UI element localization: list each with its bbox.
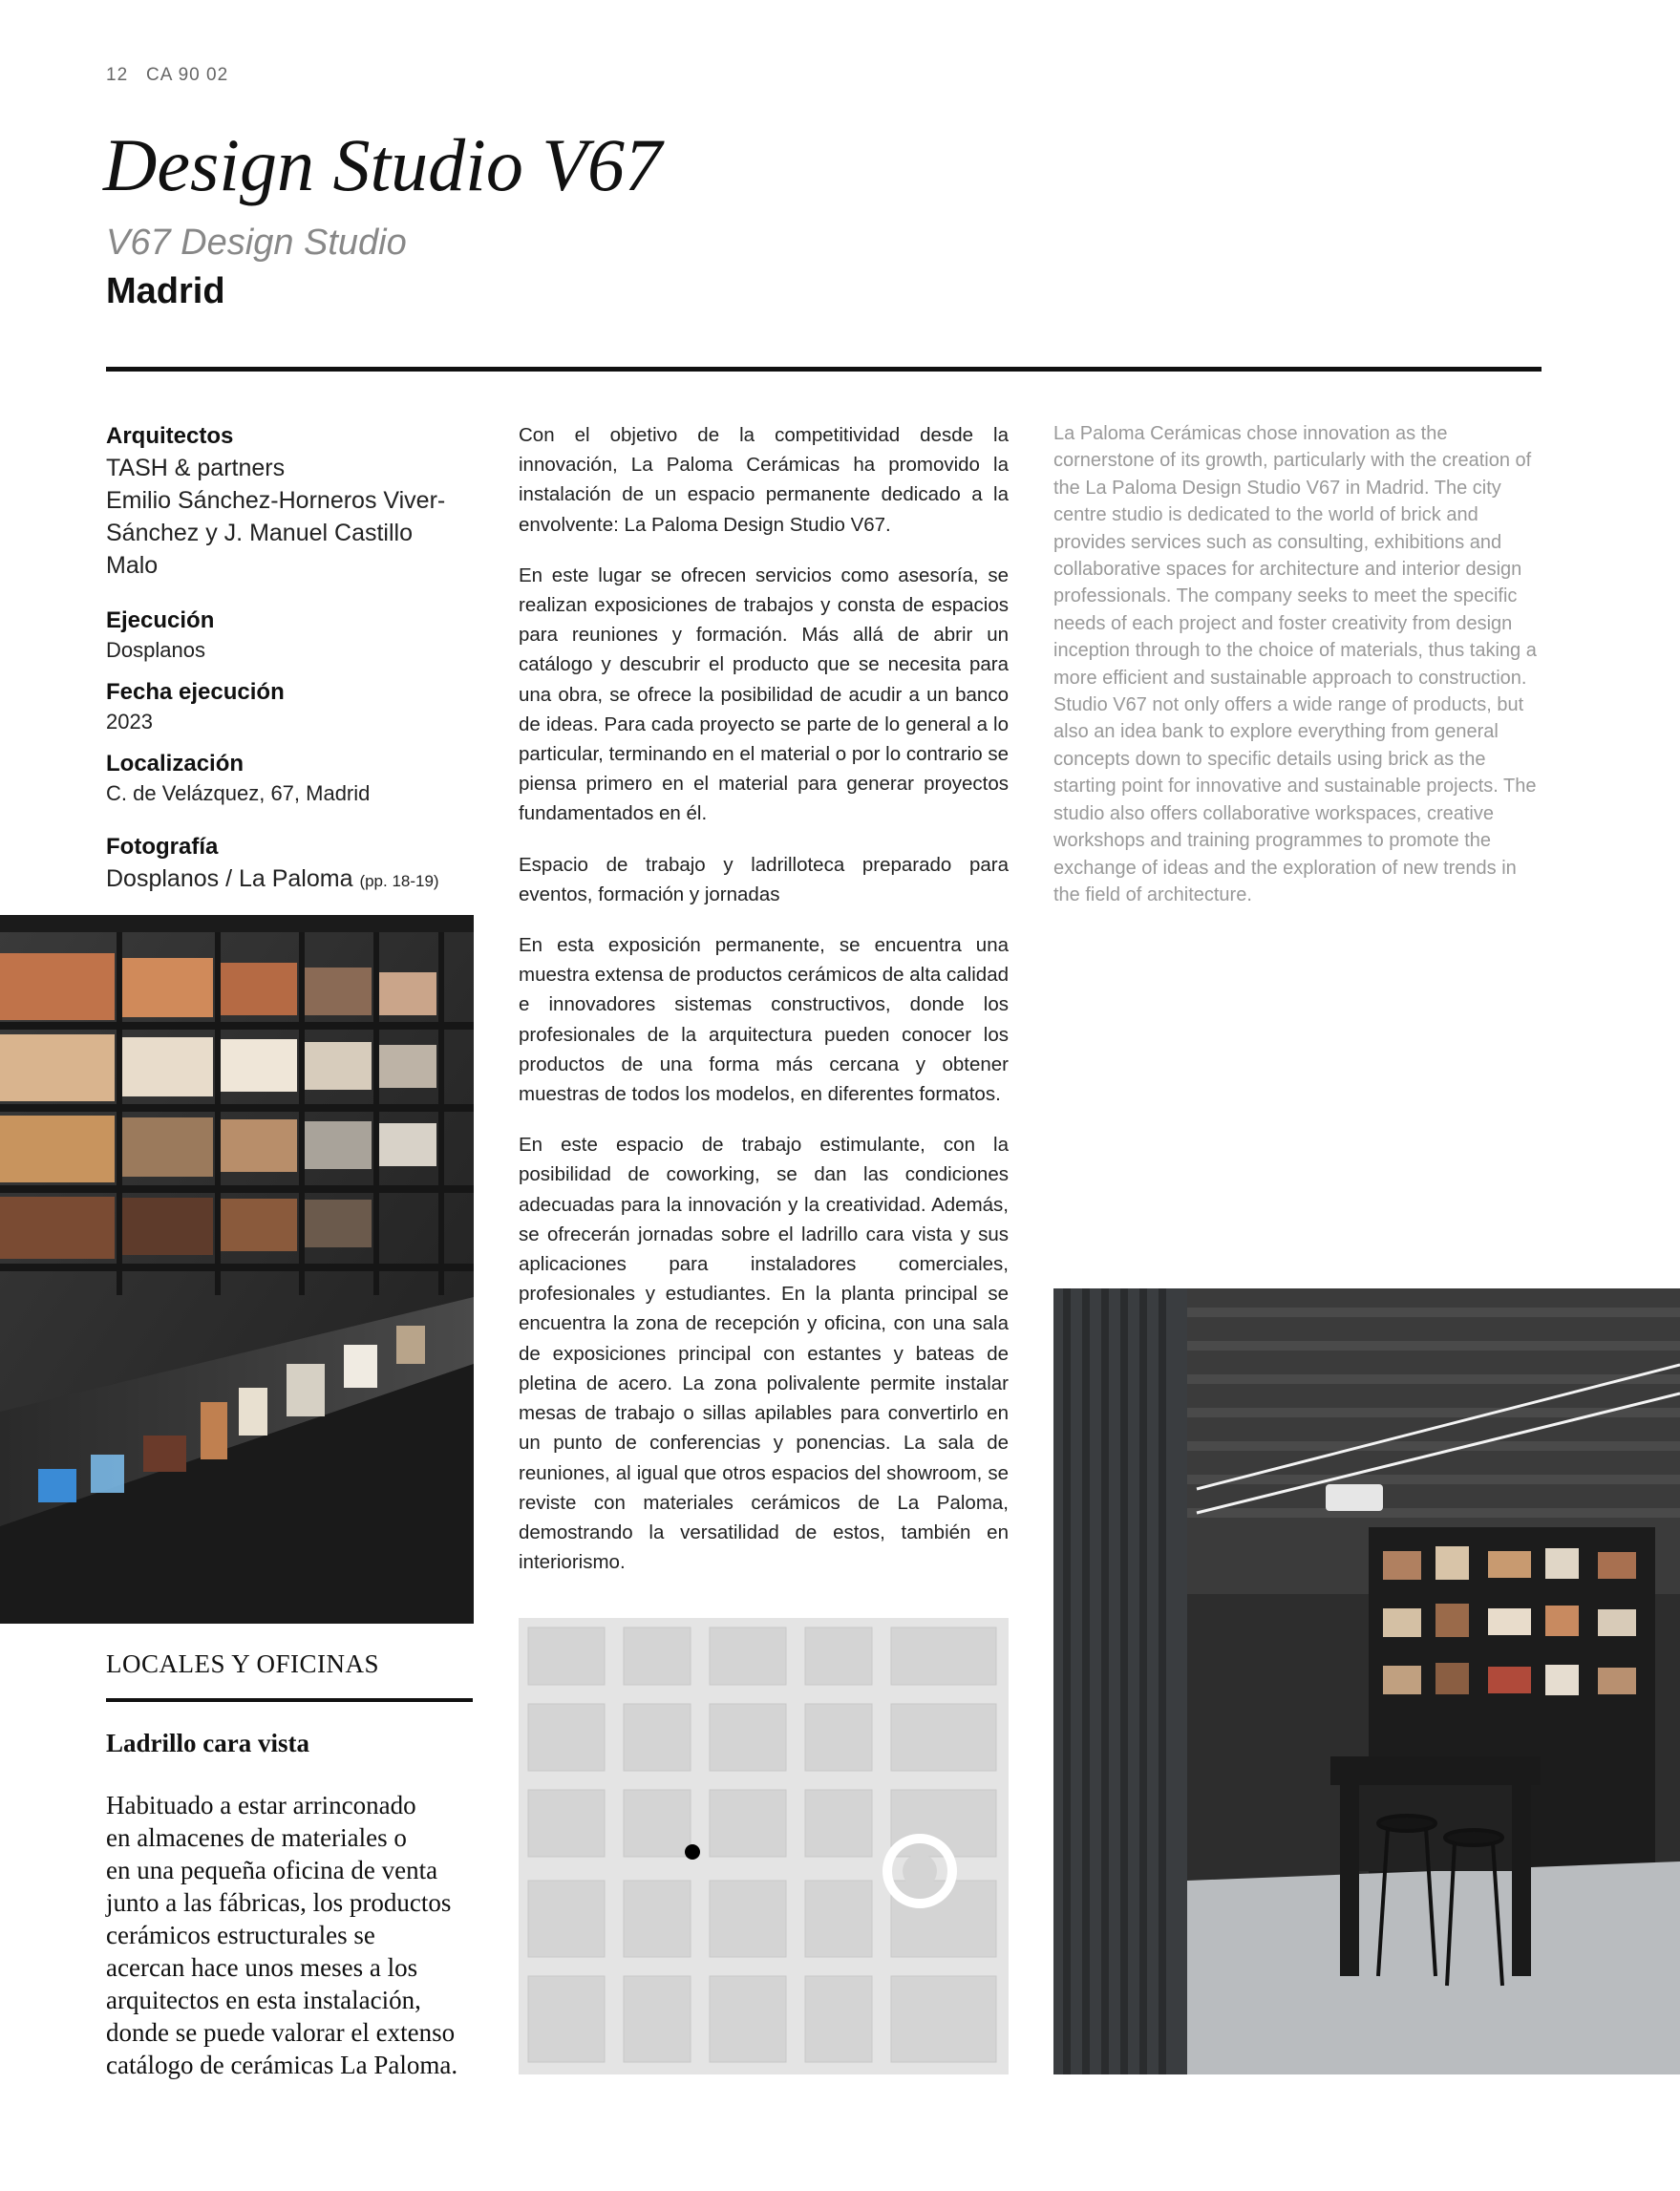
intro-line: en almacenes de materiales o [106, 1823, 407, 1852]
location-map [519, 1618, 1009, 2074]
body-es-subheading: Espacio de trabajo y ladrilloteca preparado para eventos, formación y jornadas [519, 853, 1009, 905]
intro-line: en una pequeña oficina de venta [106, 1856, 438, 1884]
section-intro [106, 1789, 488, 2081]
credits-block [106, 420, 469, 898]
date-label: Fecha ejecución [106, 679, 285, 705]
intro-line: catálogo de cerámicas La Paloma. [106, 2051, 458, 2079]
article-city: Madrid [106, 271, 225, 311]
body-es-paragraph: En este espacio de trabajo estimulante, con la posibilidad de coworking, se dan las condiciones adecuadas para la innovación y la creatividad. Además, se ofrecerán jornadas sobre el ladrillo cara vista y sus aplicaciones para instaladores comerciales, profesionales y estudiantes. En la planta principal se encuentra la zona de recepción y oficina, con una sala de exposiciones principal con estantes y bateas de pletina de acero. La zona polivalente permite instalar mesas de trabajo o sillas apilables para convertirlo en un punto de conferencias y ponencias. La sala de reuniones, al igual que otros espacios del showroom, se reviste con materiales cerámicos de La Paloma, demostrando la versatilidad de estos, también en interiorismo. [519, 1134, 1009, 1574]
brick-shelves-illustration [0, 915, 474, 1624]
body-spanish [519, 420, 1009, 1598]
architects-line: Malo [106, 552, 159, 579]
architects-line: TASH & partners [106, 455, 286, 481]
architects-label: Arquitectos [106, 423, 234, 449]
section-label: LOCALES Y OFICINAS [106, 1649, 380, 1678]
section-subhead: Ladrillo cara vista [106, 1729, 309, 1757]
street-map [519, 1618, 1009, 2074]
execution-value: Dosplanos [106, 638, 205, 662]
article-title: Design Studio V67 [103, 123, 662, 206]
intro-line: cerámicos estructurales se [106, 1921, 375, 1949]
photo-credit: Dosplanos / La Paloma [106, 865, 353, 892]
article-subtitle: V67 Design Studio [106, 223, 407, 263]
photo-brick-shelves [0, 915, 474, 1624]
photo-showroom-interior [1053, 1288, 1680, 2074]
photo-pages: (pp. 18-19) [359, 872, 439, 890]
showroom-illustration [1053, 1288, 1680, 2074]
page-header [106, 65, 228, 86]
body-es-paragraph: Con el objetivo de la competitividad desde la innovación, La Paloma Cerámicas ha promovido la instalación de un espacio permanente dedicado a la envolvente: La Paloma Design Studio V67. [519, 424, 1009, 536]
architects-line: Emilio Sánchez-Horneros Viver- [106, 487, 446, 514]
intro-line: Habituado a estar arrinconado [106, 1791, 416, 1819]
intro-line: junto a las fábricas, los productos [106, 1888, 452, 1917]
map-location-pin [685, 1844, 700, 1860]
date-value: 2023 [106, 710, 153, 734]
location-value: C. de Velázquez, 67, Madrid [106, 781, 371, 805]
architects-line: Sánchez y J. Manuel Castillo [106, 520, 413, 546]
section-divider [106, 1698, 473, 1702]
intro-line: donde se puede valorar el extenso [106, 2018, 456, 2047]
photo-label: Fotografía [106, 834, 219, 860]
execution-label: Ejecución [106, 607, 215, 633]
body-english [1053, 420, 1543, 908]
body-es-paragraph: En esta exposición permanente, se encuentra una muestra extensa de productos cerámicos de alta calidad e innovadores sistemas constructivos, donde los profesionales de la arquitectura pueden conocer los productos de una forma más cercana y obtener muestras de todos los modelos, en diferentes formatos. [519, 934, 1009, 1106]
photo-value [106, 862, 469, 898]
location-label: Localización [106, 751, 245, 776]
intro-line: arquitectos en esta instalación, [106, 1986, 421, 2014]
body-es-paragraph: En este lugar se ofrecen servicios como asesoría, se realizan exposiciones de trabajos y consta de espacios para reuniones y formación. Más allá de abrir un catálogo y descubrir el producto que se necesita para una obra, se ofrece la posibilidad de acudir a un banco de ideas. Para cada proyecto se parte de lo general a lo particular, terminando en el material o por lo contrario se piensa primero en el material para generar proyectos fundamentados en él. [519, 564, 1009, 825]
issue-code: CA 90 02 [145, 65, 229, 85]
intro-line: acercan hace unos meses a los [106, 1953, 418, 1982]
title-divider [106, 367, 1542, 372]
body-en-paragraph: La Paloma Cerámicas chose innovation as the cornerstone of its growth, particularly with the creation of the La Paloma Design Studio V67 in Madrid. The city centre studio is dedicated to the world of brick and provides services such as consulting, exhibitions and collaborative spaces for architecture and interior design professionals. The company seeks to meet the specific needs of each project and foster creativity from design inception through to the choice of materials, thus taking a more efficient and sustainable approach to construction. Studio V67 not only offers a wide range of products, but also an idea bank to explore everything from general concepts down to specific details using brick as the starting point for innovative and sustainable projects. The studio also offers collaborative workspaces, creative workshops and training programmes to promote the exchange of ideas and the exploration of new trends in the field of architecture. [1053, 423, 1537, 905]
page-number: 12 [106, 65, 129, 85]
